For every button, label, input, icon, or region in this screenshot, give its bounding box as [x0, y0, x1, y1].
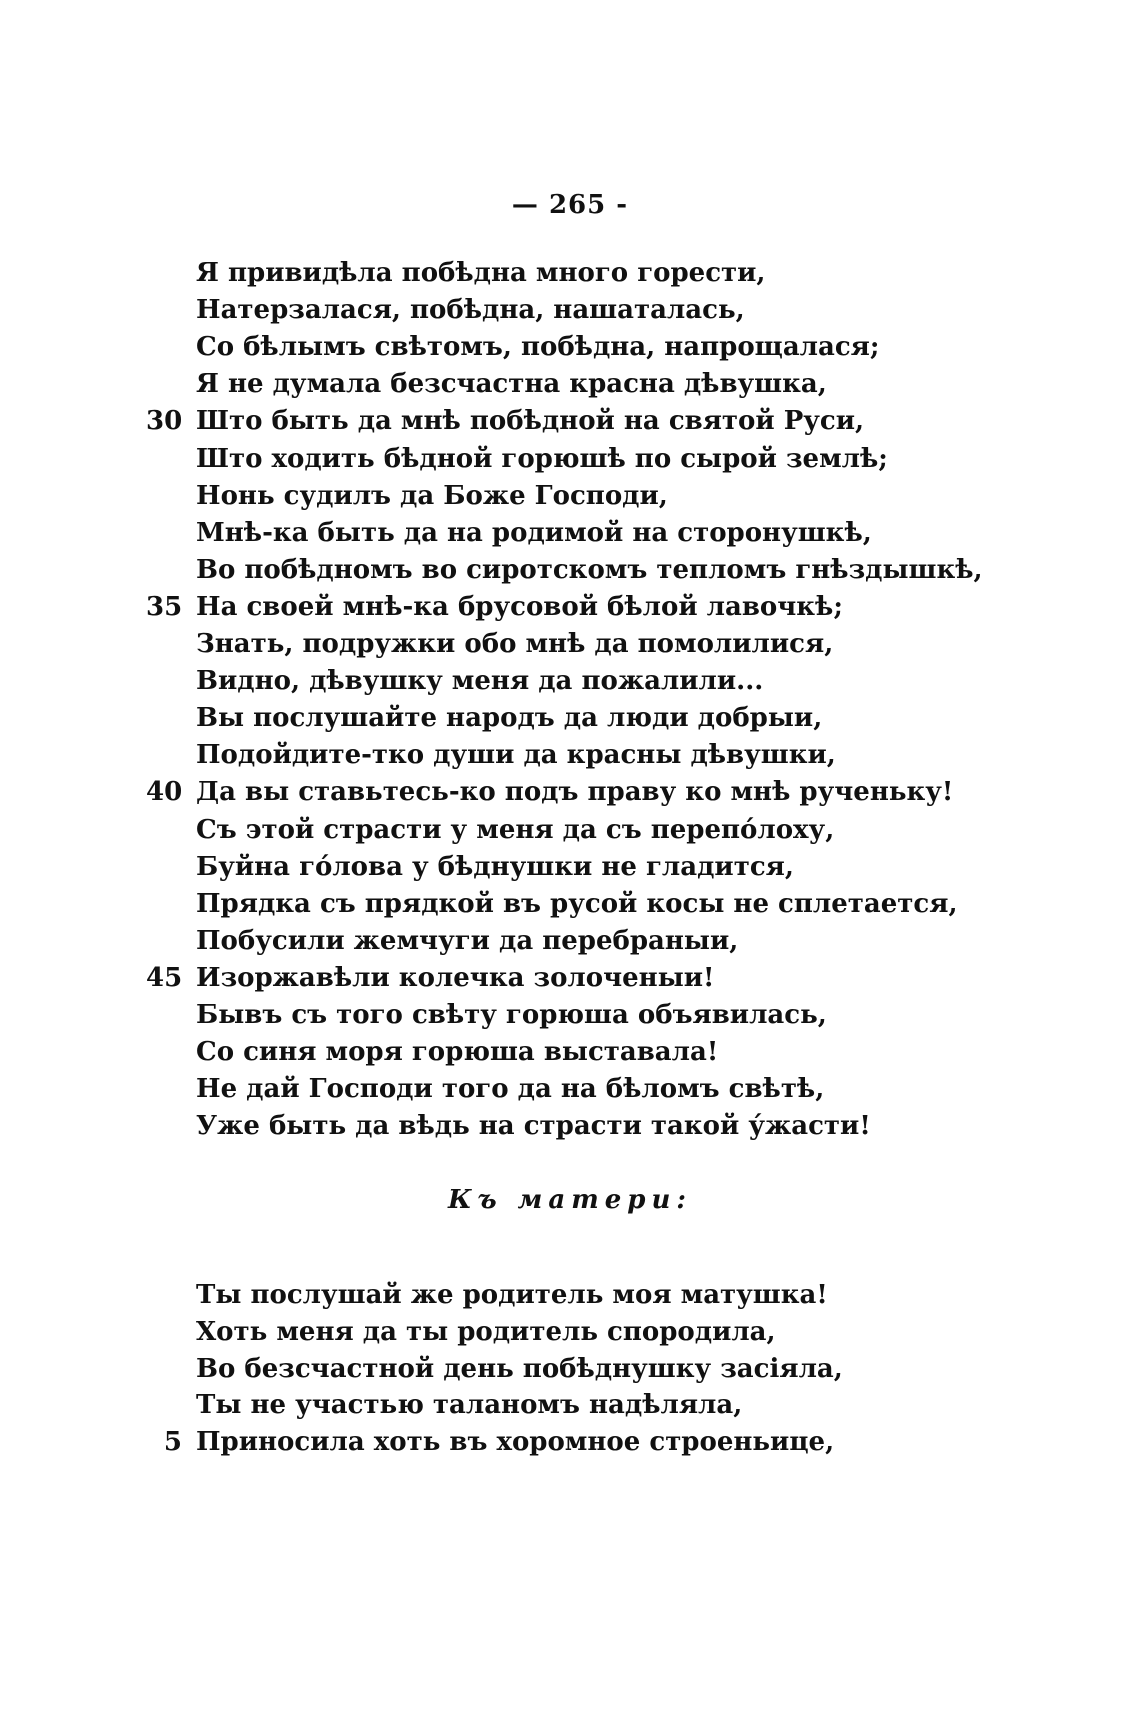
verse-line — [0, 444, 1140, 481]
verse-text: Во побѣдномъ во сиротскомъ тепломъ гнѣздышкѣ, — [196, 554, 983, 585]
verse-line — [0, 1390, 1140, 1427]
verse-line — [0, 258, 1140, 295]
verse-text: Я привидѣла побѣдна много горести, — [196, 258, 766, 288]
verse-text: Видно, дѣвушку меня да пожалили... — [196, 666, 764, 697]
verse-text: Нонь судилъ да Боже Господи, — [196, 480, 668, 511]
verse-text: Побусили жемчуги да перебраныи, — [196, 925, 739, 956]
verse-text: Бывъ съ того свѣту горюша объявилась, — [196, 1000, 827, 1030]
verse-text: Прядка съ прядкой въ русой косы не сплетается, — [196, 888, 958, 919]
verse-text: Натерзалася, побѣдна, нашаталась, — [196, 295, 745, 326]
verse-text: Съ этой страсти у меня да съ перепо́лоху, — [196, 814, 835, 845]
verse-line — [0, 666, 1140, 703]
line-number: 35 — [146, 591, 183, 622]
verse-line — [0, 740, 1140, 777]
verse-text: Я не думала безсчастна красна дѣвушка, — [196, 369, 827, 400]
line-number: 45 — [146, 962, 183, 993]
verse-text: Ты не участью таланомъ надѣляла, — [196, 1390, 743, 1421]
verse-text: Буйна го́лова у бѣднушки не гладится, — [196, 851, 794, 882]
verse-line — [0, 406, 1140, 443]
verse-line — [0, 889, 1140, 926]
verse-text: Што быть да мнѣ побѣдной на святой Руси, — [196, 406, 865, 437]
verse-text: Вы послушайте народъ да люди добрыи, — [196, 703, 823, 734]
verse-text: Мнѣ-ка быть да на родимой на сторонушкѣ, — [196, 517, 872, 548]
verse-text: Хоть меня да ты родитель спородила, — [196, 1316, 776, 1347]
verse-text: Да вы ставьтесь-ко подъ праву ко мнѣ рученьку! — [196, 777, 954, 808]
verse-line — [0, 332, 1140, 369]
verse-line — [0, 852, 1140, 889]
verse-line — [0, 481, 1140, 518]
page-number: — 265 - — [511, 190, 629, 220]
verse-text: Во безсчастной день побѣднушку засіяла, — [196, 1353, 843, 1384]
verse-text: Уже быть да вѣдь на страсти такой у́жасти! — [196, 1111, 871, 1142]
verse-line — [0, 1427, 1140, 1464]
verse-line — [0, 555, 1140, 592]
verse-text: Подойдите-тко души да красны дѣвушки, — [196, 740, 836, 771]
verse-line — [0, 777, 1140, 814]
verse-line — [0, 295, 1140, 332]
verse-text: Не дай Господи того да на бѣломъ свѣтѣ, — [196, 1074, 825, 1105]
verse-line — [0, 1111, 1140, 1148]
verse-text: На своей мнѣ-ка брусовой бѣлой лавочкѣ; — [196, 591, 843, 622]
verse-line — [0, 518, 1140, 555]
verse-line — [0, 1317, 1140, 1354]
verse-line — [0, 1280, 1140, 1317]
verse-text: Изоржавѣли колечка золоченыи! — [196, 962, 715, 993]
line-number: 30 — [146, 406, 183, 437]
verse-line — [0, 926, 1140, 963]
verse-text: Што ходить бѣдной горюшѣ по сырой землѣ; — [196, 443, 888, 474]
verse-text: Ты послушай же родитель моя матушка! — [196, 1280, 828, 1310]
verse-line — [0, 592, 1140, 629]
verse-line — [0, 369, 1140, 406]
verse-text: Со синя моря горюша выставала! — [196, 1037, 719, 1068]
verse-text: Приносила хоть въ хоромное строеньице, — [196, 1427, 835, 1458]
verse-text: Знать, подружки обо мнѣ да помолилися, — [196, 629, 834, 659]
verse-text: Со бѣлымъ свѣтомъ, побѣдна, напрощалася; — [196, 332, 880, 363]
section-heading: Къ матери: — [448, 1185, 692, 1215]
line-number: 40 — [146, 777, 183, 808]
verse-line — [0, 1037, 1140, 1074]
verse-line — [0, 1000, 1140, 1037]
verse-line — [0, 963, 1140, 1000]
verse-line — [0, 1074, 1140, 1111]
verse-line — [0, 703, 1140, 740]
verse-line — [0, 629, 1140, 666]
verse-line — [0, 1354, 1140, 1391]
verse-line — [0, 815, 1140, 852]
line-number: 5 — [163, 1427, 182, 1458]
